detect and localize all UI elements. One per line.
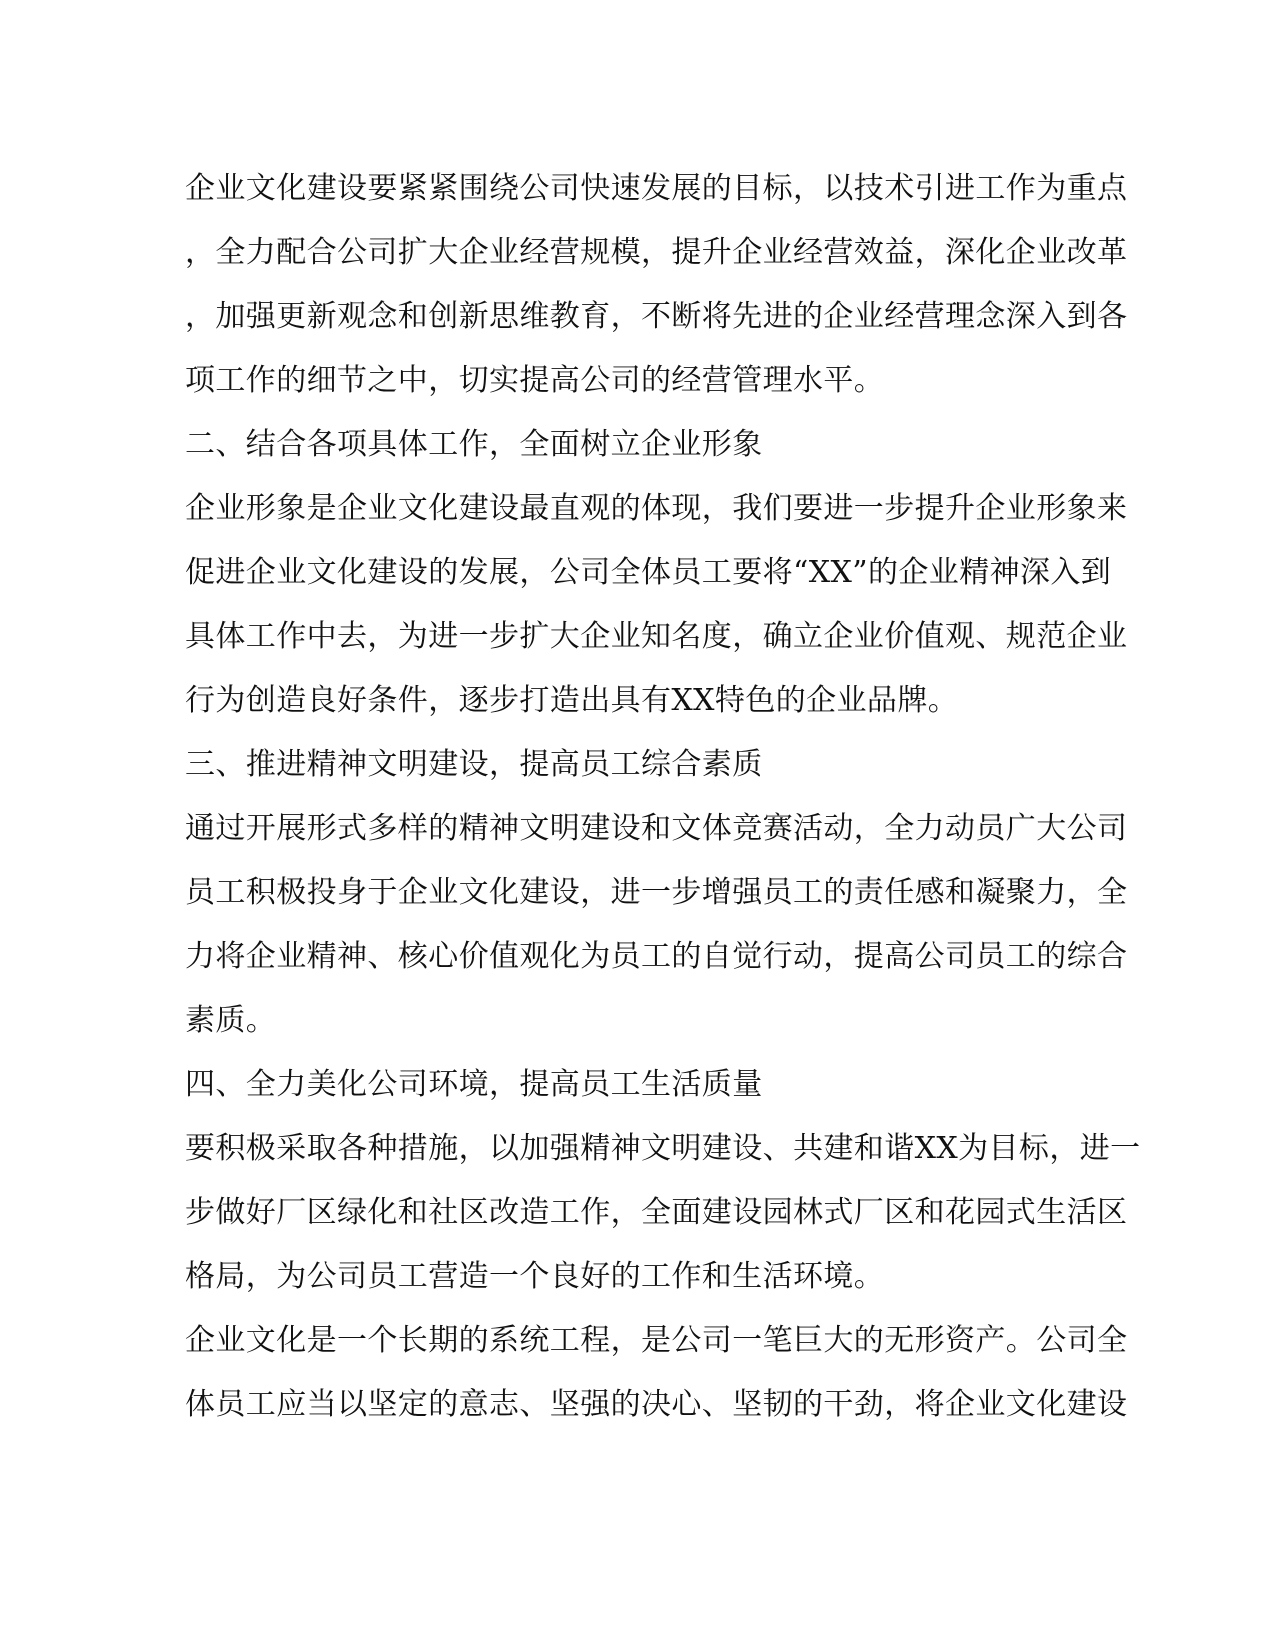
text-line: 要积极采取各种措施，以加强精神文明建设、共建和谐XX为目标，进一 bbox=[185, 1131, 1141, 1166]
text-line: 步做好厂区绿化和社区改造工作，全面建设园林式厂区和花园式生活区 bbox=[185, 1195, 1128, 1230]
text-line: 具体工作中去，为进一步扩大企业知名度，确立企业价值观、规范企业 bbox=[185, 619, 1128, 654]
text-line: ，全力配合公司扩大企业经营规模，提升企业经营效益，深化企业改革 bbox=[185, 235, 1128, 270]
text-line: ，加强更新观念和创新思维教育，不断将先进的企业经营理念深入到各 bbox=[185, 299, 1128, 334]
text-line: 企业形象是企业文化建设最直观的体现，我们要进一步提升企业形象来 bbox=[185, 491, 1128, 526]
text-line: 项工作的细节之中，切实提高公司的经营管理水平。 bbox=[185, 363, 885, 398]
text-line: 体员工应当以坚定的意志、坚强的决心、坚韧的干劲，将企业文化建设 bbox=[185, 1387, 1128, 1422]
section-heading: 三、推进精神文明建设，提高员工综合素质 bbox=[185, 747, 763, 782]
section-heading: 四、全力美化公司环境，提高员工生活质量 bbox=[185, 1067, 763, 1102]
text-line: 行为创造良好条件，逐步打造出具有XX特色的企业品牌。 bbox=[185, 683, 959, 718]
section-heading: 二、结合各项具体工作，全面树立企业形象 bbox=[185, 427, 763, 462]
text-line: 企业文化是一个长期的系统工程，是公司一笔巨大的无形资产。公司全 bbox=[185, 1323, 1128, 1358]
text-line: 促进企业文化建设的发展，公司全体员工要将“XX”的企业精神深入到 bbox=[185, 555, 1112, 590]
text-line: 员工积极投身于企业文化建设，进一步增强员工的责任感和凝聚力，全 bbox=[185, 875, 1128, 910]
document-body bbox=[185, 157, 1141, 1437]
text-line: 企业文化建设要紧紧围绕公司快速发展的目标，以技术引进工作为重点 bbox=[185, 171, 1128, 206]
text-line: 格局，为公司员工营造一个良好的工作和生活环境。 bbox=[185, 1259, 885, 1294]
text-line: 通过开展形式多样的精神文明建设和文体竞赛活动，全力动员广大公司 bbox=[185, 811, 1128, 846]
text-line: 力将企业精神、核心价值观化为员工的自觉行动，提高公司员工的综合 bbox=[185, 939, 1128, 974]
text-line: 素质。 bbox=[185, 1003, 277, 1038]
